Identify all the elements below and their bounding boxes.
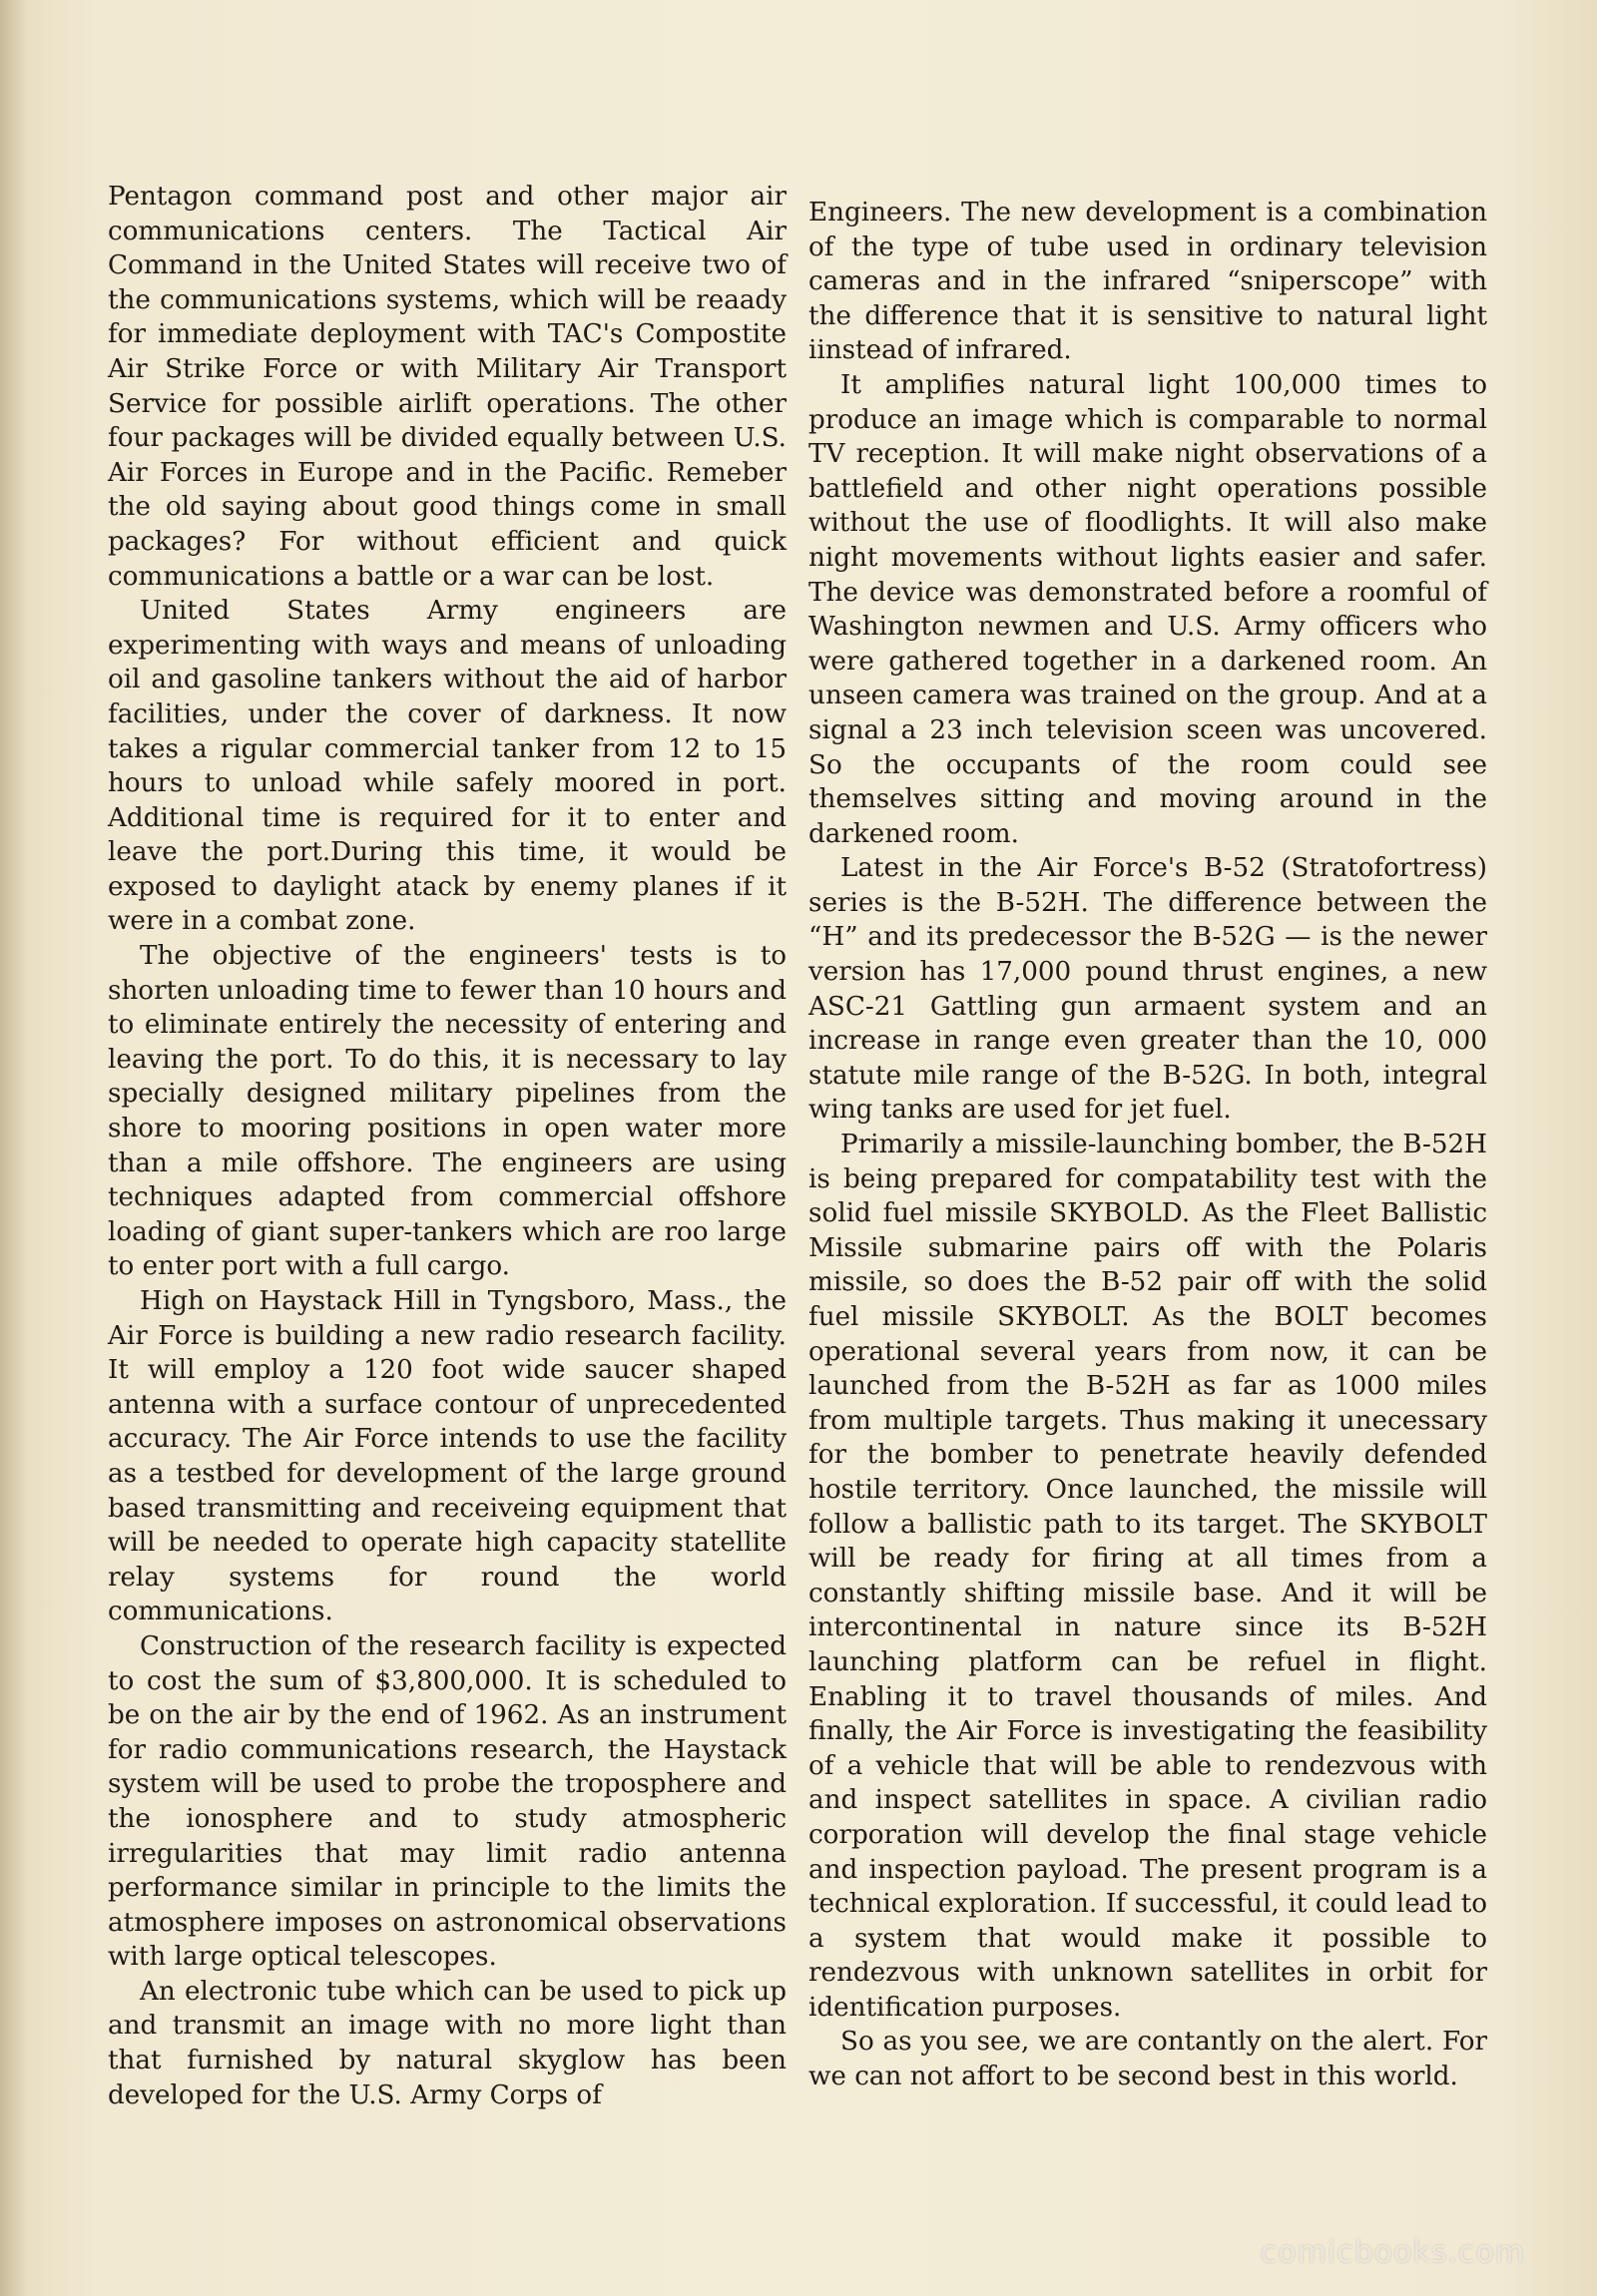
- left-paragraph-6: An electronic tube which can be used to pick up and transmit an image with no more light than that furnished by natural skyglow has been developed for the U.S. Army Corps of: [108, 1976, 787, 2110]
- page-spine-shadow: [0, 0, 28, 2296]
- left-paragraph-1: Pentagon command post and other major air communications centers. The Tactical Air Command in the United States will receive two of the communications systems, which will be reaady for immediate deployment with TAC's Compostite Air Strike Force or with Military Air Transport Service for possible airlift operations. The other four packages will be divided equally between U.S. Air Forces in Europe and in the Pacific. Remeber the old saying about good things come in small packages? For without efficient and quick communications a battle or a war can be lost.: [108, 182, 787, 592]
- left-paragraph-2: United States Army engineers are experimenting with ways and means of unloading oil and gasoline tankers without the aid of harbor facilities, under the cover of darkness. It now takes a rigular commercial tanker from 12 to 15 hours to unload while safely moored in port. Additional time is required for it to enter and leave the port.During this time, it would be exposed to daylight atack by enemy planes if it were in a combat zone.: [108, 596, 787, 937]
- site-watermark: comicbooks.com: [1260, 2235, 1525, 2270]
- left-paragraph-5: Construction of the research facility is expected to cost the sum of $3,800,000. It is scheduled to be on the air by the end of 1962. As an instrument for radio communications research, the Haystack system will be used to probe the troposphere and the ionosphere and to study atmospheric irregularities that may limit radio antenna performance similar in principle to the limits the atmosphere imposes on astronomical observations with large optical telescopes.: [108, 1630, 787, 1973]
- left-paragraph-3: The objective of the engineers' tests is to shorten unloading time to fewer than 10 hours and to eliminate entirely the necessity of entering and leaving the port. To do this, it is necessary to lay specially designed military pipelines from the shore to mooring positions in open water more than a mile offshore. The engineers are using techniques adapted from commercial offshore loading of giant super-tankers which are roo large to enter port with a full cargo.: [108, 941, 787, 1282]
- right-paragraph-4: Primarily a missile-launching bomber, the B-52H is being prepared for compatability test with the solid fuel missile SKYBOLD. As the Fleet Ballistic Missile submarine pairs off with the Polaris missile, so does the B-52 pair off with the solid fuel missile SKYBOLT. As the BOLT becomes operational several years from now, it can be launched from the B-52H as far as 1000 miles from multiple targets. Thus making it unecessary for the bomber to penetrate heavily defended hostile territory. Once launched, the missile will follow a ballistic path to its target. The SKYBOLT will be ready for firing at all times from a constantly shifting missile base. And it will be intercontinental in nature since its B-52H launching platform can be refuel in flight. Enabling it to travel thousands of miles. And finally, the Air Force is investigating the feasibility of a vehicle that will be able to rendezvous with and inspect satellites in space. A civilian radio corporation will develop the final stage vehicle and inspection payload. The present program is a technical exploration. If successful, it could lead to a system that would make it possible to rendezvous with unknown satellites in orbit for identification purposes.: [808, 1130, 1487, 2023]
- right-text-column: [808, 196, 1487, 2094]
- right-paragraph-5: So as you see, we are contantly on the alert. For we can not affort to be second best in this world.: [808, 2027, 1487, 2092]
- left-text-column: [108, 180, 787, 2112]
- left-paragraph-4: High on Haystack Hill in Tyngsboro, Mass., the Air Force is building a new radio research facility. It will employ a 120 foot wide saucer shaped antenna with a surface contour of unprecedented accuracy. The Air Force intends to use the facility as a testbed for development of the large ground based transmitting and receiveing equipment that will be needed to operate high capacity statellite relay systems for round the world communications.: [108, 1286, 787, 1627]
- right-paragraph-2: It amplifies natural light 100,000 times to produce an image which is comparable to normal TV reception. It will make night observations of a battlefield and other night operations possible without the use of floodlights. It will also make night movements without lights easier and safer. The device was demonstrated before a roomful of Washington newmen and U.S. Army officers who were gathered together in a darkened room. An unseen camera was trained on the group. And at a signal a 23 inch television sceen was uncovered. So the occupants of the room could see themselves sitting and moving around in the darkened room.: [808, 369, 1487, 849]
- right-paragraph-3: Latest in the Air Force's B-52 (Stratofortress) series is the B-52H. The difference between the “H” and its predecessor the B-52G — is the newer version has 17,000 pound thrust engines, a new ASC-21 Gattling gun armaent system and an increase in range even greater than the 10, 000 statute mile range of the B-52G. In both, integral wing tanks are used for jet fuel.: [808, 853, 1487, 1126]
- right-paragraph-1: Engineers. The new development is a combination of the type of tube used in ordinary television cameras and in the infrared “sniperscope” with the difference that it is sensitive to natural light iinstead of infrared.: [808, 198, 1487, 366]
